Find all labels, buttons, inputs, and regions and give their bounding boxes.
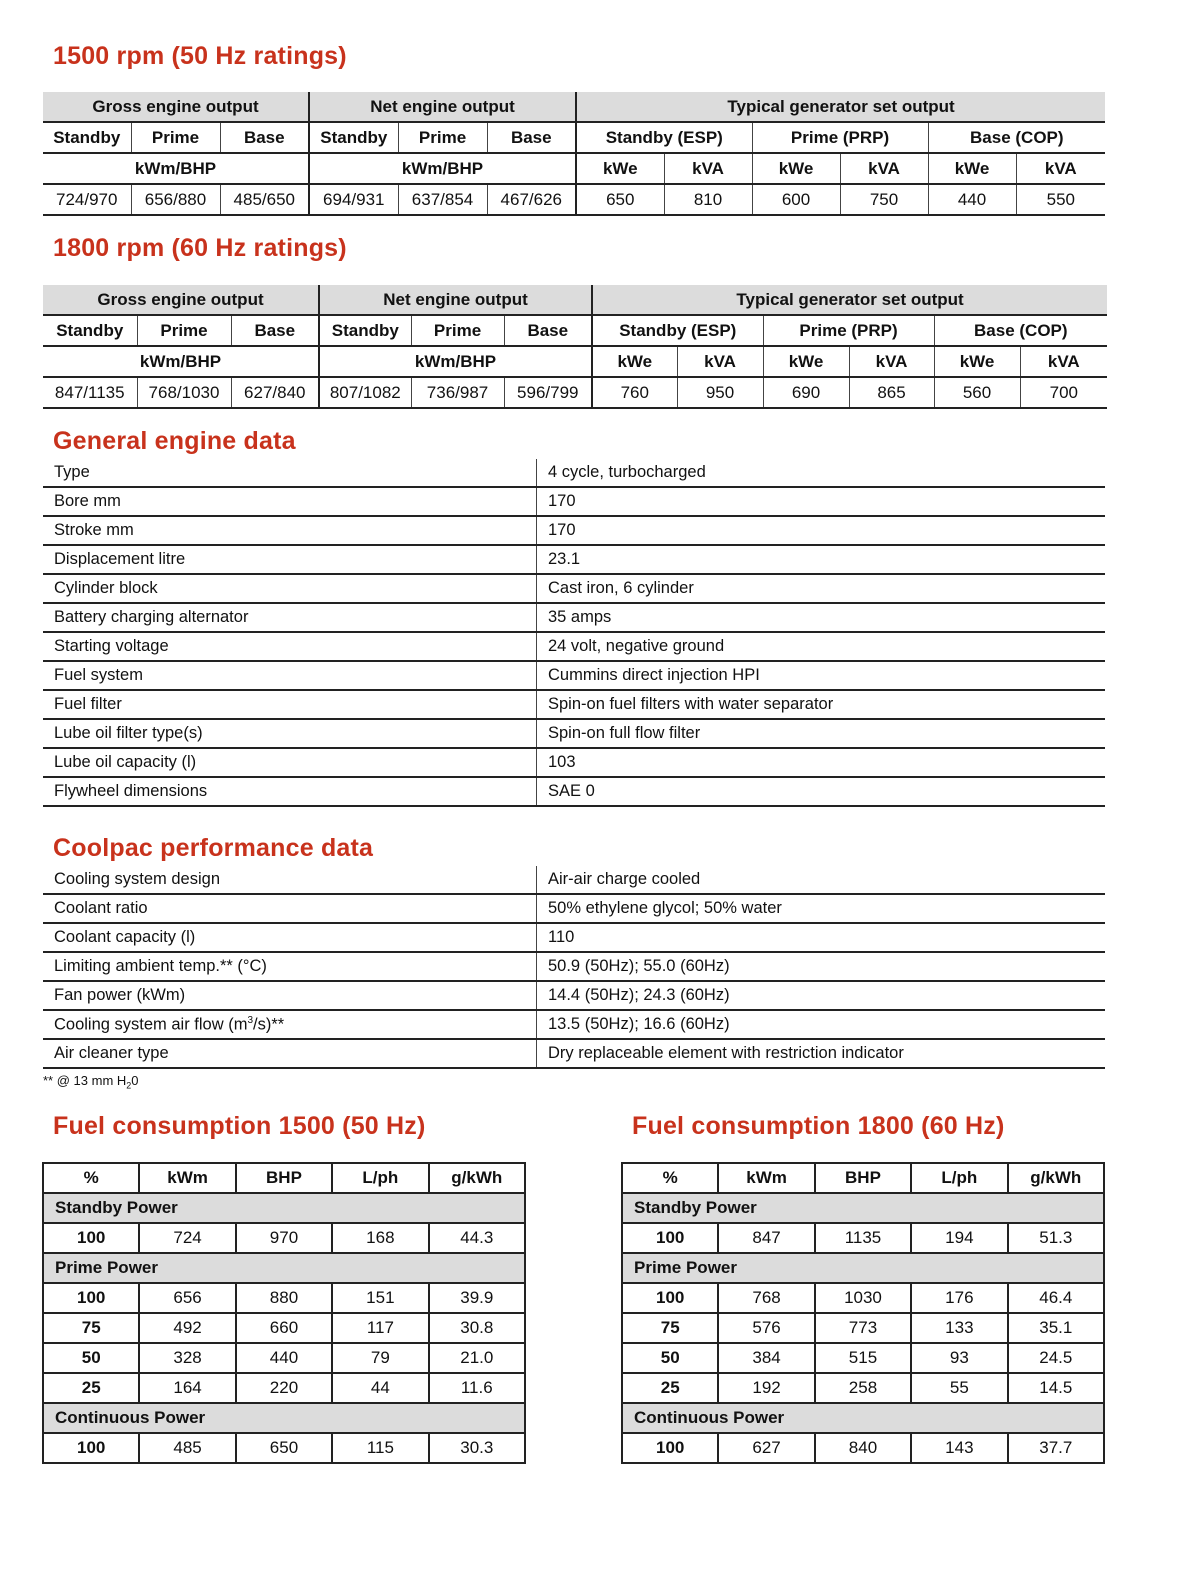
value-cell: 515 xyxy=(815,1343,911,1373)
table-row xyxy=(43,1223,525,1253)
value-cell: 650 xyxy=(236,1433,332,1463)
spec-value: 50.9 (50Hz); 55.0 (60Hz) xyxy=(537,952,1106,981)
col-base-cop: Base (COP) xyxy=(934,315,1107,346)
col-header: g/kWh xyxy=(429,1163,525,1193)
spec-value: 13.5 (50Hz); 16.6 (60Hz) xyxy=(537,1010,1106,1039)
value-cell: 467/626 xyxy=(487,184,576,215)
fuel-50hz-table xyxy=(42,1162,526,1464)
genset-output-header: Typical generator set output xyxy=(592,285,1107,315)
section-label: Prime Power xyxy=(622,1253,1104,1283)
col-base: Base xyxy=(231,315,319,346)
unit-kwm-bhp: kWm/BHP xyxy=(43,346,319,377)
value-cell: 656 xyxy=(139,1283,235,1313)
genset-output-header: Typical generator set output xyxy=(576,92,1105,122)
col-header: L/ph xyxy=(911,1163,1007,1193)
value-cell: 35.1 xyxy=(1008,1313,1104,1343)
general-data-title: General engine data xyxy=(53,427,296,455)
spec-label: Cooling system design xyxy=(43,866,537,894)
table-row xyxy=(622,1433,1104,1463)
spec-label: Coolant capacity (l) xyxy=(43,923,537,952)
ratings-60hz-table xyxy=(43,285,1107,409)
value-cell: 24.5 xyxy=(1008,1343,1104,1373)
spec-value: 23.1 xyxy=(537,545,1106,574)
col-base: Base xyxy=(487,122,576,153)
value-cell: 773 xyxy=(815,1313,911,1343)
footnote-text: 0 xyxy=(131,1073,139,1088)
superscript: 3 xyxy=(247,1014,254,1026)
unit-kwe: kWe xyxy=(928,153,1016,184)
col-header: BHP xyxy=(236,1163,332,1193)
col-prime: Prime xyxy=(137,315,231,346)
value-cell: 151 xyxy=(332,1283,428,1313)
value-cell: 1135 xyxy=(815,1223,911,1253)
spec-label: Coolant ratio xyxy=(43,894,537,923)
coolpac-table xyxy=(43,866,1105,1069)
percent-cell: 100 xyxy=(43,1433,139,1463)
value-cell: 600 xyxy=(752,184,840,215)
value-cell: 117 xyxy=(332,1313,428,1343)
ratings-60hz-title: 1800 rpm (60 Hz ratings) xyxy=(53,234,347,262)
value-cell: 440 xyxy=(236,1343,332,1373)
value-cell: 970 xyxy=(236,1223,332,1253)
value-cell: 768/1030 xyxy=(137,377,231,408)
value-cell: 492 xyxy=(139,1313,235,1343)
value-cell: 560 xyxy=(934,377,1020,408)
percent-cell: 75 xyxy=(43,1313,139,1343)
unit-kwe: kWe xyxy=(763,346,849,377)
spec-label: Flywheel dimensions xyxy=(43,777,537,806)
col-prime-prp: Prime (PRP) xyxy=(752,122,928,153)
unit-kva: kVA xyxy=(1016,153,1105,184)
col-standby: Standby xyxy=(43,315,137,346)
spec-value: Cast iron, 6 cylinder xyxy=(537,574,1106,603)
col-base: Base xyxy=(220,122,309,153)
value-cell: 840 xyxy=(815,1433,911,1463)
value-cell: 194 xyxy=(911,1223,1007,1253)
col-header: g/kWh xyxy=(1008,1163,1104,1193)
unit-kva: kVA xyxy=(664,153,752,184)
value-cell: 440 xyxy=(928,184,1016,215)
table-row xyxy=(622,1223,1104,1253)
spec-value: 35 amps xyxy=(537,603,1106,632)
value-cell: 690 xyxy=(763,377,849,408)
ratings-50hz-table xyxy=(43,92,1105,216)
value-cell: 1030 xyxy=(815,1283,911,1313)
value-cell: 44.3 xyxy=(429,1223,525,1253)
value-cell: 810 xyxy=(664,184,752,215)
unit-kva: kVA xyxy=(849,346,934,377)
col-header: kWm xyxy=(139,1163,235,1193)
table-row xyxy=(43,1343,525,1373)
percent-cell: 50 xyxy=(622,1343,718,1373)
value-cell: 485/650 xyxy=(220,184,309,215)
net-output-header: Net engine output xyxy=(319,285,592,315)
value-cell: 11.6 xyxy=(429,1373,525,1403)
value-cell: 39.9 xyxy=(429,1283,525,1313)
label-text: Cooling system air flow (m xyxy=(54,1015,248,1034)
col-header: BHP xyxy=(815,1163,911,1193)
value-cell: 576 xyxy=(718,1313,814,1343)
value-cell: 485 xyxy=(139,1433,235,1463)
value-cell: 220 xyxy=(236,1373,332,1403)
spec-value: 110 xyxy=(537,923,1106,952)
unit-kva: kVA xyxy=(840,153,928,184)
value-cell: 30.3 xyxy=(429,1433,525,1463)
section-label: Prime Power xyxy=(43,1253,525,1283)
value-cell: 14.5 xyxy=(1008,1373,1104,1403)
spec-label: Battery charging alternator xyxy=(43,603,537,632)
spec-value: 24 volt, negative ground xyxy=(537,632,1106,661)
spec-value: Cummins direct injection HPI xyxy=(537,661,1106,690)
spec-value: 170 xyxy=(537,516,1106,545)
value-cell: 847/1135 xyxy=(43,377,137,408)
value-cell: 736/987 xyxy=(411,377,504,408)
value-cell: 21.0 xyxy=(429,1343,525,1373)
value-cell: 627 xyxy=(718,1433,814,1463)
percent-cell: 100 xyxy=(622,1223,718,1253)
percent-cell: 25 xyxy=(43,1373,139,1403)
col-standby-esp: Standby (ESP) xyxy=(592,315,763,346)
col-header: kWm xyxy=(718,1163,814,1193)
value-cell: 176 xyxy=(911,1283,1007,1313)
spec-label: Air cleaner type xyxy=(43,1039,537,1068)
spec-label: Fuel system xyxy=(43,661,537,690)
fuel-50hz-title: Fuel consumption 1500 (50 Hz) xyxy=(53,1112,426,1140)
value-cell: 865 xyxy=(849,377,934,408)
spec-value: SAE 0 xyxy=(537,777,1106,806)
col-base: Base xyxy=(504,315,592,346)
value-cell: 637/854 xyxy=(398,184,487,215)
gross-output-header: Gross engine output xyxy=(43,92,309,122)
col-standby: Standby xyxy=(319,315,411,346)
col-header: L/ph xyxy=(332,1163,428,1193)
table-row xyxy=(43,1433,525,1463)
value-cell: 760 xyxy=(592,377,677,408)
footnote xyxy=(43,1073,139,1091)
unit-kwm-bhp: kWm/BHP xyxy=(43,153,309,184)
spec-label: Lube oil capacity (l) xyxy=(43,748,537,777)
unit-kwm-bhp: kWm/BHP xyxy=(319,346,592,377)
unit-kva: kVA xyxy=(1020,346,1107,377)
percent-cell: 25 xyxy=(622,1373,718,1403)
table-row xyxy=(43,1313,525,1343)
gross-output-header: Gross engine output xyxy=(43,285,319,315)
col-header: % xyxy=(43,1163,139,1193)
percent-cell: 100 xyxy=(622,1433,718,1463)
percent-cell: 100 xyxy=(43,1223,139,1253)
spec-value: Dry replaceable element with restriction indicator xyxy=(537,1039,1106,1068)
value-cell: 93 xyxy=(911,1343,1007,1373)
col-prime: Prime xyxy=(398,122,487,153)
label-text: /s)** xyxy=(253,1015,285,1034)
value-cell: 724 xyxy=(139,1223,235,1253)
value-cell: 768 xyxy=(718,1283,814,1313)
table-row xyxy=(622,1313,1104,1343)
spec-label: Displacement litre xyxy=(43,545,537,574)
value-cell: 596/799 xyxy=(504,377,592,408)
ratings-50hz-title: 1500 rpm (50 Hz ratings) xyxy=(53,42,347,70)
section-label: Continuous Power xyxy=(622,1403,1104,1433)
value-cell: 750 xyxy=(840,184,928,215)
unit-kwm-bhp: kWm/BHP xyxy=(309,153,576,184)
value-cell: 55 xyxy=(911,1373,1007,1403)
spec-label: Fan power (kWm) xyxy=(43,981,537,1010)
fuel-60hz-title: Fuel consumption 1800 (60 Hz) xyxy=(632,1112,1005,1140)
value-cell: 807/1082 xyxy=(319,377,411,408)
col-standby: Standby xyxy=(309,122,398,153)
subscript: 2 xyxy=(126,1080,132,1091)
value-cell: 168 xyxy=(332,1223,428,1253)
value-cell: 650 xyxy=(576,184,664,215)
value-cell: 37.7 xyxy=(1008,1433,1104,1463)
spec-value: Spin-on fuel filters with water separator xyxy=(537,690,1106,719)
value-cell: 51.3 xyxy=(1008,1223,1104,1253)
value-cell: 133 xyxy=(911,1313,1007,1343)
value-cell: 847 xyxy=(718,1223,814,1253)
value-cell: 880 xyxy=(236,1283,332,1313)
unit-kwe: kWe xyxy=(752,153,840,184)
section-label: Continuous Power xyxy=(43,1403,525,1433)
spec-value: 170 xyxy=(537,487,1106,516)
table-row xyxy=(622,1343,1104,1373)
value-cell: 44 xyxy=(332,1373,428,1403)
col-prime-prp: Prime (PRP) xyxy=(763,315,934,346)
value-cell: 192 xyxy=(718,1373,814,1403)
value-cell: 694/931 xyxy=(309,184,398,215)
spec-value: 103 xyxy=(537,748,1106,777)
spec-label: Cylinder block xyxy=(43,574,537,603)
spec-label: Bore mm xyxy=(43,487,537,516)
value-cell: 660 xyxy=(236,1313,332,1343)
unit-kwe: kWe xyxy=(592,346,677,377)
footnote-text: ** @ 13 mm H xyxy=(43,1073,127,1088)
net-output-header: Net engine output xyxy=(309,92,576,122)
spec-label: Lube oil filter type(s) xyxy=(43,719,537,748)
value-cell: 700 xyxy=(1020,377,1107,408)
value-cell: 950 xyxy=(677,377,763,408)
value-cell: 328 xyxy=(139,1343,235,1373)
value-cell: 30.8 xyxy=(429,1313,525,1343)
spec-value: Spin-on full flow filter xyxy=(537,719,1106,748)
percent-cell: 100 xyxy=(622,1283,718,1313)
spec-label xyxy=(43,1010,537,1039)
value-cell: 627/840 xyxy=(231,377,319,408)
spec-value: 4 cycle, turbocharged xyxy=(537,459,1106,487)
value-cell: 384 xyxy=(718,1343,814,1373)
value-cell: 164 xyxy=(139,1373,235,1403)
spec-value: Air-air charge cooled xyxy=(537,866,1106,894)
spec-label: Starting voltage xyxy=(43,632,537,661)
col-header: % xyxy=(622,1163,718,1193)
table-row xyxy=(622,1373,1104,1403)
col-prime: Prime xyxy=(131,122,220,153)
coolpac-title: Coolpac performance data xyxy=(53,834,374,862)
value-cell: 258 xyxy=(815,1373,911,1403)
table-row xyxy=(43,1283,525,1313)
col-base-cop: Base (COP) xyxy=(928,122,1105,153)
percent-cell: 100 xyxy=(43,1283,139,1313)
value-cell: 724/970 xyxy=(43,184,131,215)
section-label: Standby Power xyxy=(43,1193,525,1223)
general-data-table xyxy=(43,459,1105,807)
value-cell: 115 xyxy=(332,1433,428,1463)
fuel-60hz-table xyxy=(621,1162,1105,1464)
percent-cell: 75 xyxy=(622,1313,718,1343)
spec-label: Type xyxy=(43,459,537,487)
spec-value: 50% ethylene glycol; 50% water xyxy=(537,894,1106,923)
col-prime: Prime xyxy=(411,315,504,346)
col-standby-esp: Standby (ESP) xyxy=(576,122,752,153)
spec-value: 14.4 (50Hz); 24.3 (60Hz) xyxy=(537,981,1106,1010)
unit-kva: kVA xyxy=(677,346,763,377)
table-row xyxy=(622,1283,1104,1313)
value-cell: 143 xyxy=(911,1433,1007,1463)
unit-kwe: kWe xyxy=(934,346,1020,377)
unit-kwe: kWe xyxy=(576,153,664,184)
spec-label: Limiting ambient temp.** (°C) xyxy=(43,952,537,981)
value-cell: 550 xyxy=(1016,184,1105,215)
percent-cell: 50 xyxy=(43,1343,139,1373)
value-cell: 79 xyxy=(332,1343,428,1373)
value-cell: 656/880 xyxy=(131,184,220,215)
table-row xyxy=(43,1373,525,1403)
value-cell: 46.4 xyxy=(1008,1283,1104,1313)
col-standby: Standby xyxy=(43,122,131,153)
spec-label: Fuel filter xyxy=(43,690,537,719)
spec-label: Stroke mm xyxy=(43,516,537,545)
section-label: Standby Power xyxy=(622,1193,1104,1223)
